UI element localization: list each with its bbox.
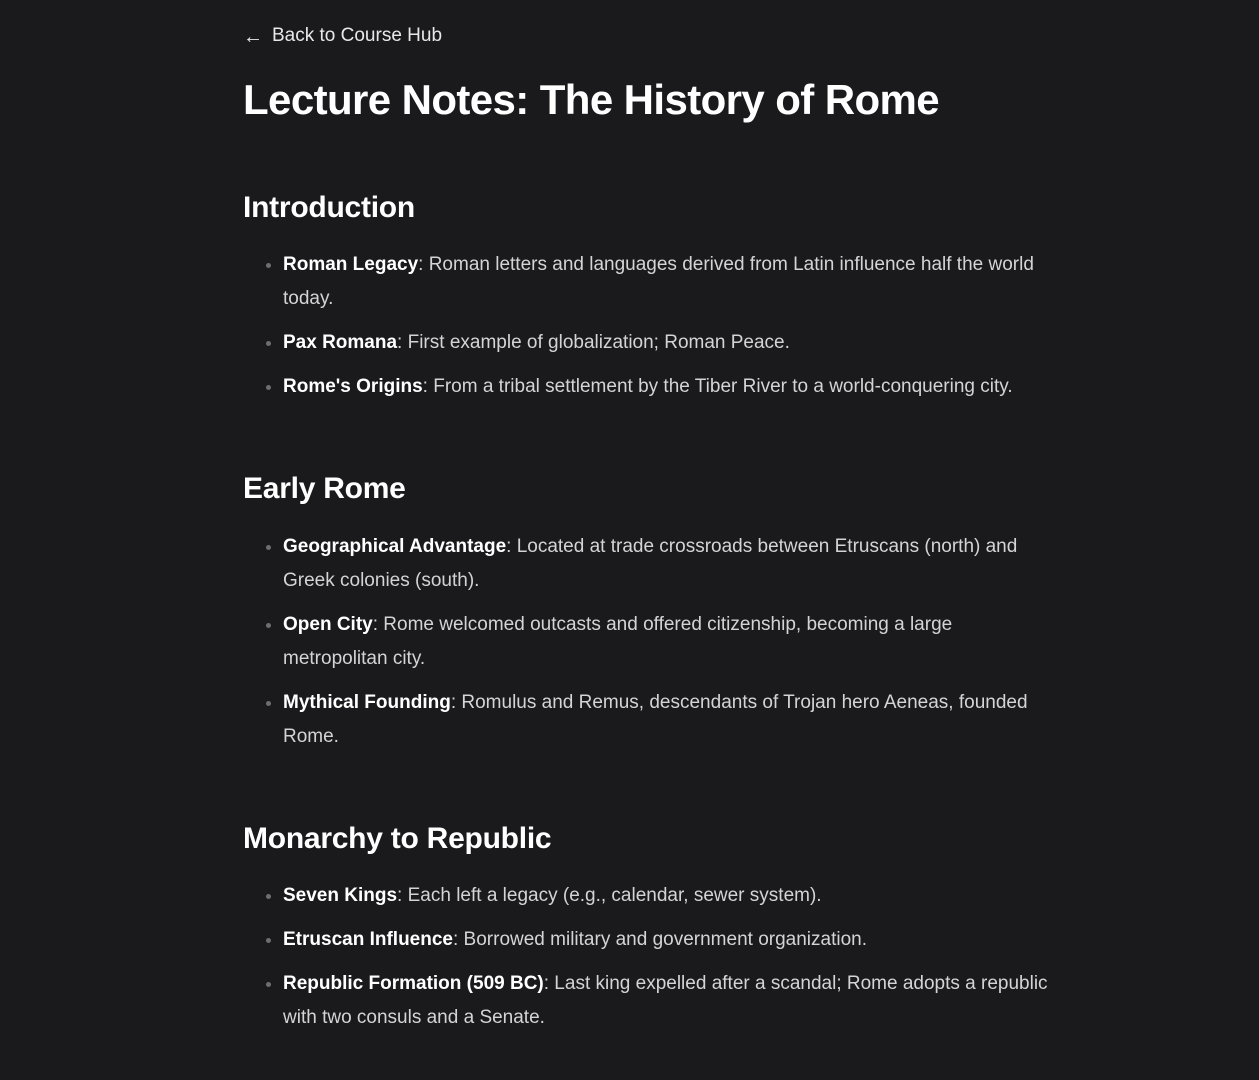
list-item: [243, 530, 1053, 598]
list-item: [243, 326, 1053, 360]
bullet-text: : Roman letters and languages derived from Latin influence half the world today.: [283, 254, 1034, 310]
bullet-text: : Located at trade crossroads between Etruscans (north) and Greek colonies (south).: [283, 535, 1018, 591]
back-link-label: Back to Course Hub: [272, 25, 443, 46]
bullet-text: : Romulus and Remus, descendants of Trojan hero Aeneas, founded Rome.: [283, 691, 1028, 747]
bullet-label: Geographical Advantage: [283, 535, 507, 557]
back-to-course-hub-link[interactable]: [243, 22, 442, 50]
notes-section: [243, 470, 1219, 754]
section-bullet-list: [243, 879, 1219, 1035]
bullet-label: Open City: [283, 613, 373, 635]
notes-section: [243, 820, 1219, 1036]
list-item: [243, 923, 1053, 957]
bullet-text: : Each left a legacy (e.g., calendar, sewer system).: [397, 885, 822, 907]
arrow-left-icon: ←: [243, 26, 263, 48]
bullet-label: Roman Legacy: [283, 254, 419, 276]
bullet-label: Republic Formation (509 BC): [283, 973, 544, 995]
sections-container: [243, 189, 1219, 1036]
bullet-text: : Rome welcomed outcasts and offered citizenship, becoming a large metropolitan city.: [283, 613, 953, 669]
section-heading: Early Rome: [243, 472, 406, 506]
bullet-text: : Borrowed military and government organization.: [453, 929, 867, 951]
list-item: [243, 967, 1053, 1035]
section-heading: Introduction: [243, 190, 415, 224]
bullet-label: Pax Romana: [283, 332, 398, 354]
list-item: [243, 686, 1053, 754]
bullet-text: : First example of globalization; Roman Peace.: [397, 332, 790, 354]
page-title: Lecture Notes: The History of Rome: [243, 76, 940, 123]
list-item: [243, 608, 1053, 676]
section-bullet-list: [243, 248, 1219, 404]
list-item: [243, 879, 1053, 913]
bullet-text: : From a tribal settlement by the Tiber River to a world-conquering city.: [422, 376, 1013, 398]
list-item: [243, 248, 1053, 316]
bullet-label: Seven Kings: [283, 885, 398, 907]
bullet-label: Mythical Founding: [283, 691, 451, 713]
bullet-label: Etruscan Influence: [283, 929, 453, 951]
section-bullet-list: [243, 530, 1219, 754]
section-heading: Monarchy to Republic: [243, 821, 552, 855]
bullet-label: Rome's Origins: [283, 376, 423, 398]
list-item: [243, 370, 1053, 404]
bullet-text: : Last king expelled after a scandal; Rome adopts a republic with two consuls and a Senate.: [283, 973, 1048, 1029]
notes-section: [243, 189, 1219, 405]
